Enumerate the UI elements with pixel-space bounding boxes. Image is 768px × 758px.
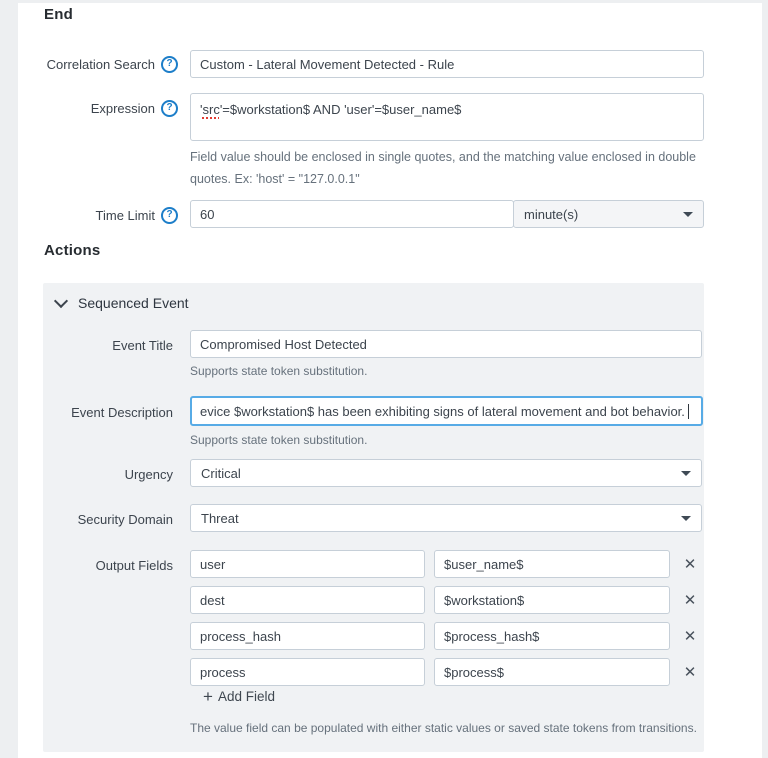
chevron-down-icon [54,294,68,308]
help-icon[interactable]: ? [161,56,178,73]
help-icon[interactable]: ? [161,100,178,117]
output-field-name-input[interactable] [190,586,425,614]
time-limit-label-row [26,206,178,224]
output-field-value-input[interactable] [434,586,670,614]
add-field-button[interactable] [203,688,275,705]
end-section-heading: End [44,6,73,23]
output-field-value-input[interactable] [434,550,670,578]
expression-rest: '=$workstation$ AND 'user'=$user_name$ [219,102,462,117]
page-top-gutter [0,0,768,3]
event-description-input[interactable] [190,396,703,426]
remove-field-icon[interactable]: ✕ [683,592,697,609]
output-fields-label: Output Fields [95,557,173,573]
actions-section-heading: Actions [44,242,101,259]
expression-label: Expression [90,100,155,116]
correlation-search-input[interactable] [190,50,704,78]
time-limit-input[interactable] [190,200,514,228]
event-description-label: Event Description [71,404,173,420]
chevron-down-icon [683,212,693,217]
correlation-search-label: Correlation Search [46,56,155,72]
time-limit-unit-value: minute(s) [524,206,579,222]
output-field-name-input[interactable] [190,622,425,650]
security-domain-label: Security Domain [77,511,173,527]
expression-misspelled-word: src [202,102,220,117]
remove-field-icon[interactable]: ✕ [683,664,697,681]
output-field-value-input[interactable] [434,658,670,686]
chevron-down-icon [681,516,691,521]
remove-field-icon[interactable]: ✕ [683,628,697,645]
page-left-gutter [0,0,18,758]
urgency-select[interactable] [190,459,702,487]
sequenced-event-collapse-toggle[interactable] [56,293,189,313]
sequenced-event-title: Sequenced Event [78,295,189,311]
remove-field-icon[interactable]: ✕ [683,556,697,573]
urgency-label: Urgency [124,466,173,482]
output-field-name-input[interactable] [190,550,425,578]
expression-help-text: Field value should be enclosed in single quotes, and the matching value enclosed in double quotes. Ex: 'host' = "127.0.0.1" [190,150,696,186]
page-right-gutter [762,0,768,758]
help-icon[interactable]: ? [161,207,178,224]
output-fields-help-text: The value field can be populated with either static values or saved state tokens from transitions. [190,721,697,735]
time-limit-unit-select[interactable] [513,200,704,228]
event-title-help-text: Supports state token substitution. [190,364,368,378]
event-description-help-text: Supports state token substitution. [190,433,368,447]
plus-icon: + [203,687,213,706]
event-title-label: Event Title [112,337,173,353]
security-domain-value: Threat [201,510,239,526]
expression-open-quote: ' [200,102,203,117]
chevron-down-icon [681,471,691,476]
add-field-label: Add Field [217,689,275,704]
output-field-name-input[interactable] [190,658,425,686]
time-limit-label: Time Limit [95,207,155,223]
correlation-search-label-row [26,55,178,73]
event-title-input[interactable] [190,330,702,358]
expression-label-row [26,99,178,117]
security-domain-select[interactable] [190,504,702,532]
expression-textarea[interactable] [190,93,704,141]
text-cursor [688,404,689,419]
event-description-value: evice $workstation$ has been exhibiting signs of lateral movement and bot behavior. [200,403,685,419]
output-field-value-input[interactable] [434,622,670,650]
urgency-value: Critical [201,465,241,481]
sequenced-event-panel [43,283,704,752]
